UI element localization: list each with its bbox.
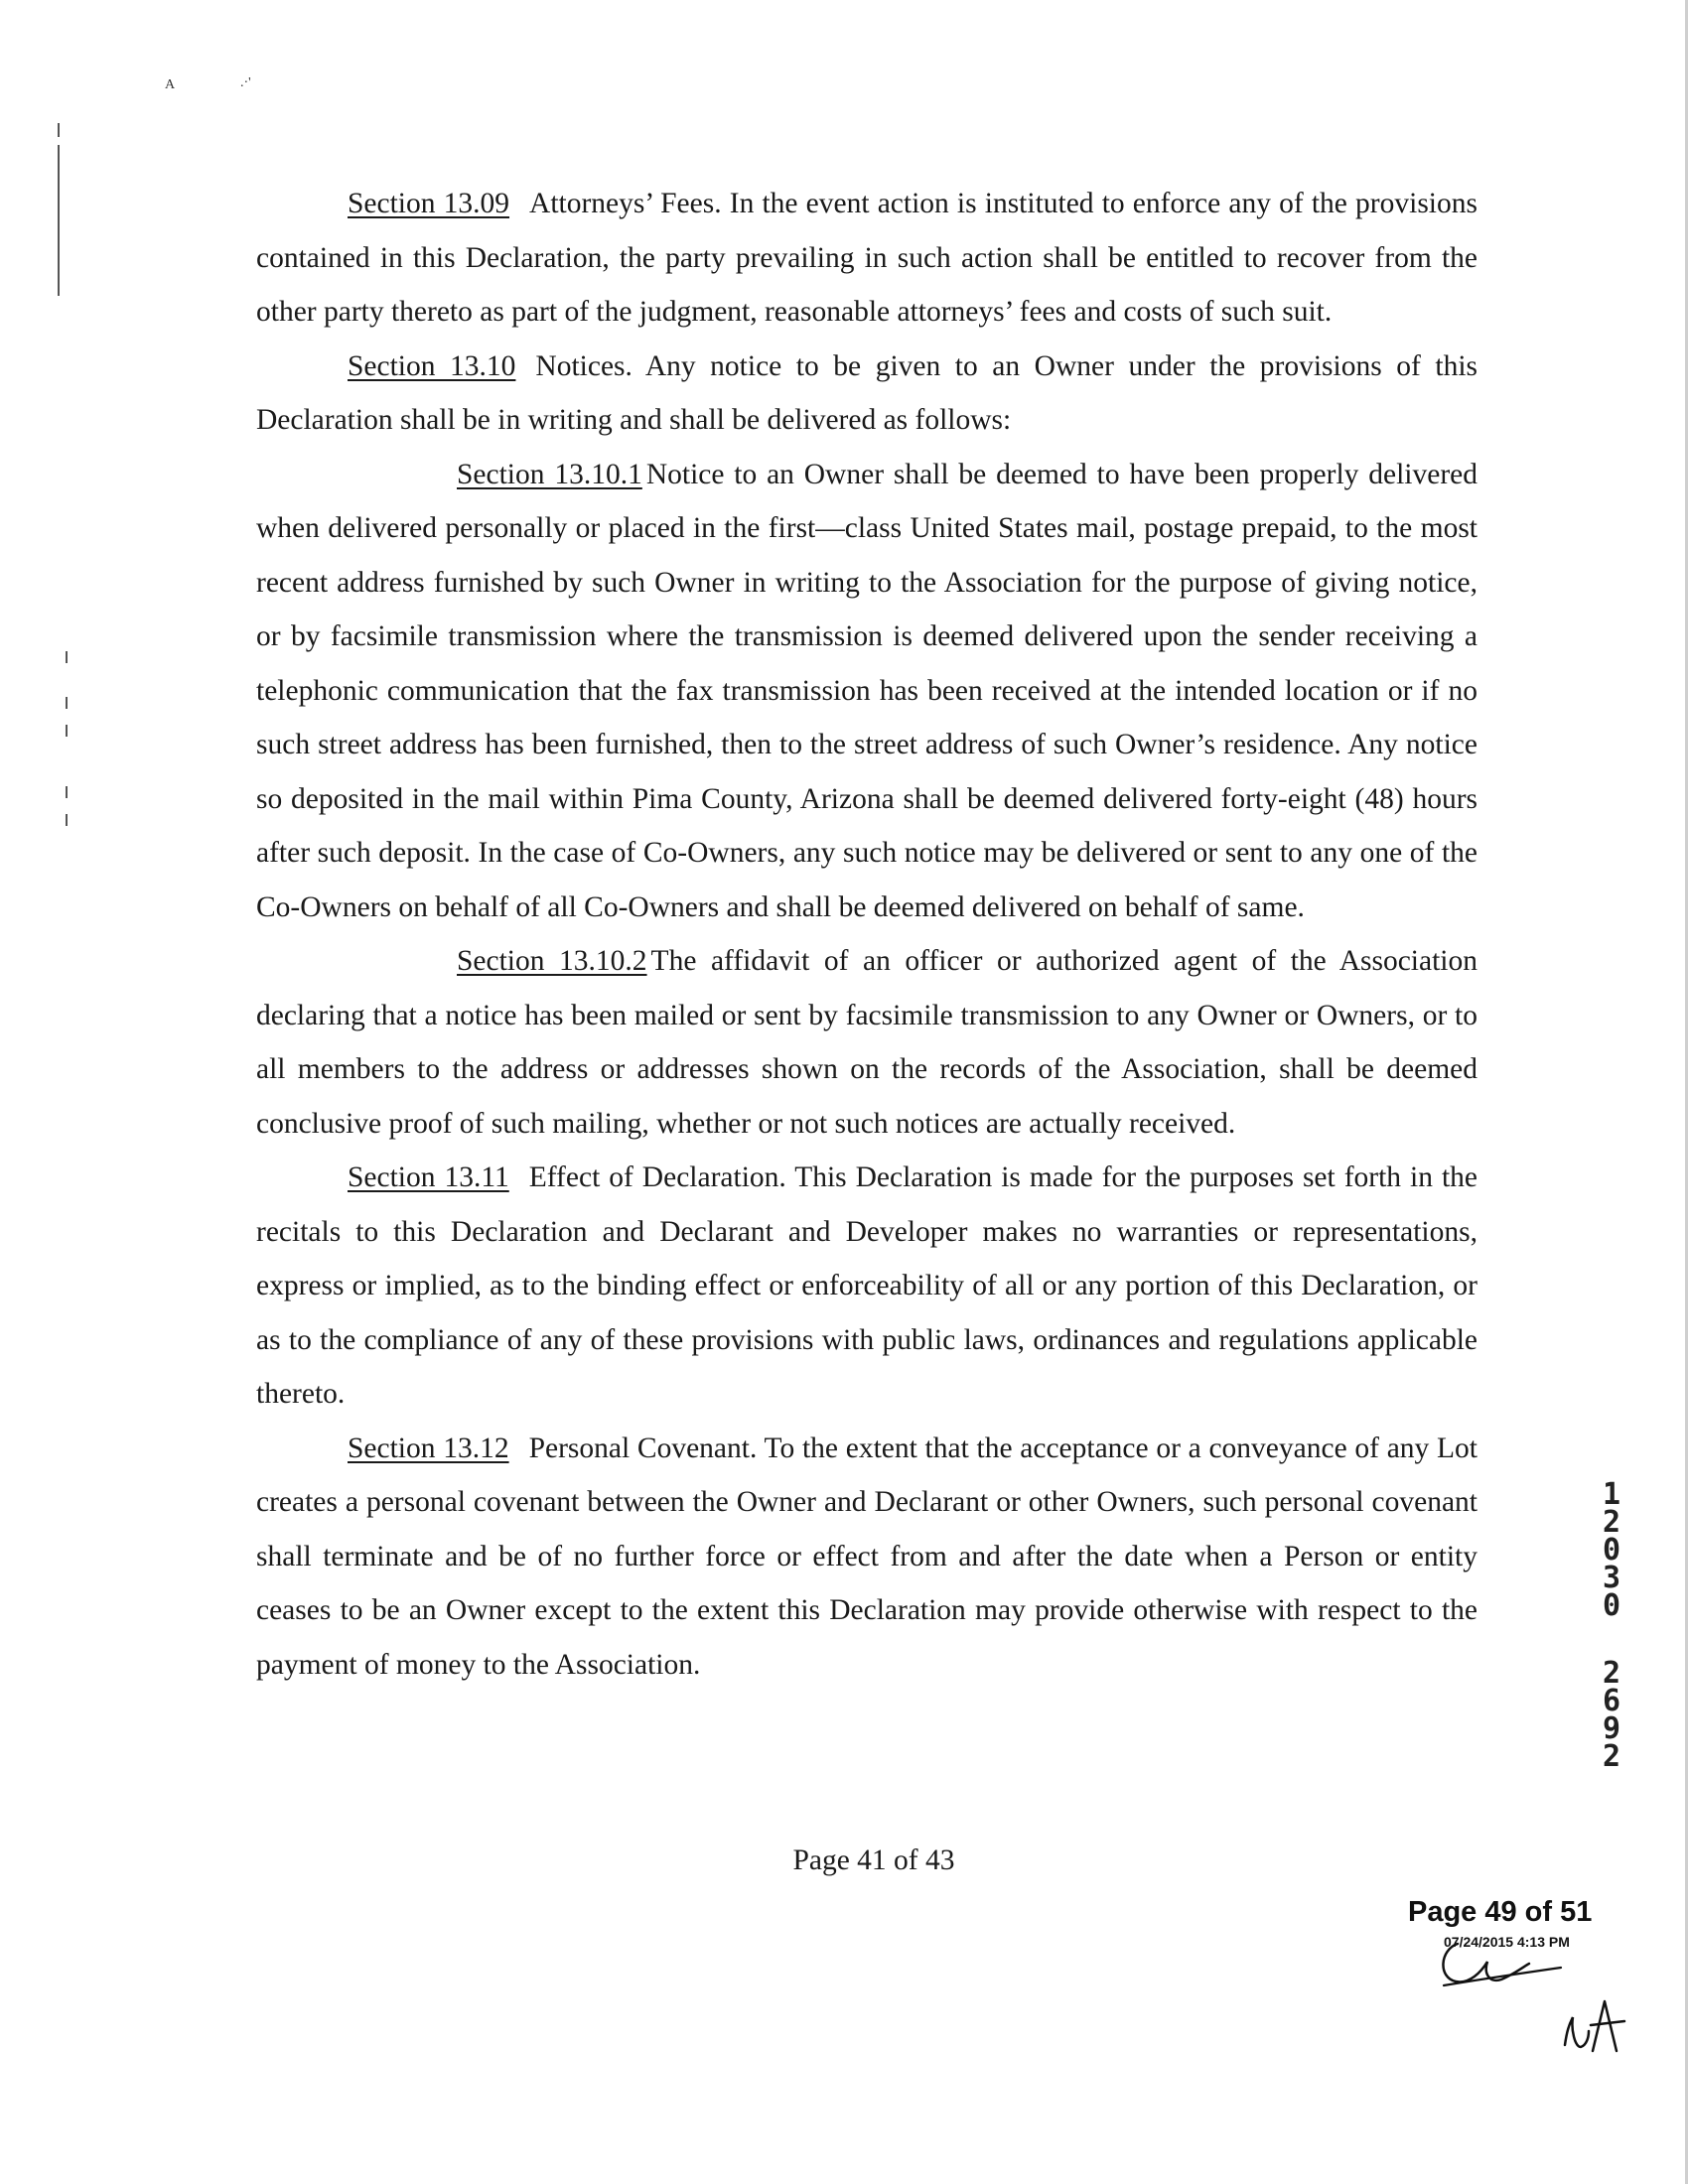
recorder-page-stamp: Page 49 of 51	[1408, 1896, 1593, 1928]
recording-digit: 1	[1602, 1477, 1621, 1512]
margin-line	[58, 123, 60, 137]
recording-number	[1597, 1477, 1626, 1774]
section-text: Notices. Any notice to be given to an Owner under the provisions of this Declaration shall be in writing and shall be delivered as follows:	[256, 349, 1477, 436]
section-ref: Section 13.12	[348, 1432, 509, 1464]
margin-tick	[66, 786, 68, 798]
section-13-11	[256, 1151, 1477, 1422]
section-13-10-2	[256, 934, 1477, 1151]
section-ref: Section 13.10.1	[457, 458, 642, 490]
section-13-12	[256, 1422, 1477, 1693]
section-text: Attorneys’ Fees. In the event action is instituted to enforce any of the provisions contained in this Declaration, the party prevailing in such action shall be entitled to recover from the other party thereto as part of the judgment, reasonable attorneys’ fees and costs of such suit.	[256, 188, 1477, 328]
recording-digit: 3	[1602, 1561, 1621, 1595]
margin-tick	[66, 697, 68, 709]
recording-gap	[1597, 1620, 1626, 1660]
recording-digit: 2	[1602, 1739, 1621, 1774]
handwritten-initials	[1559, 1995, 1638, 2065]
recorder-datetime-stamp: 07/24/2015 4:13 PM	[1444, 1934, 1570, 1950]
margin-tick	[66, 814, 68, 826]
section-13-10	[256, 340, 1477, 448]
section-ref: Section 13.09	[348, 188, 510, 219]
scan-mark: A	[165, 77, 176, 92]
margin-line	[58, 145, 60, 296]
section-text: Effect of Declaration. This Declaration is made for the purposes set forth in the recitals to this Declaration and Declarant and Developer makes no warranties or representations, express or implied, as to the binding effect or enforceability of all or any portion of this Declaration, or as to the compliance of any of these provisions with public laws, ordinances and regulations applicable thereto.	[256, 1161, 1477, 1410]
section-ref: Section 13.11	[348, 1161, 509, 1193]
handwritten-signature	[1430, 1936, 1589, 1995]
recording-digit: 2	[1602, 1656, 1621, 1691]
margin-tick	[66, 651, 68, 663]
recording-digit: 0	[1602, 1588, 1621, 1623]
margin-tick	[66, 725, 68, 737]
page-number: Page 41 of 43	[792, 1844, 955, 1876]
recording-digit: 6	[1602, 1684, 1621, 1718]
scan-mark: .·'	[240, 75, 251, 90]
recording-digit: 2	[1602, 1505, 1621, 1540]
section-13-10-1	[256, 448, 1477, 935]
document-body	[256, 177, 1477, 1692]
section-ref: Section 13.10	[348, 349, 516, 382]
section-13-09	[256, 177, 1477, 340]
section-text: Personal Covenant. To the extent that the acceptance or a conveyance of any Lot creates a personal covenant between the Owner and Declarant or other Owners, such personal covenant shall terminate and be of no further force or effect from and after the date when a Person or entity ceases to be an Owner except to the extent this Declaration may provide otherwise with respect to the payment of money to the Association.	[256, 1432, 1477, 1681]
section-ref: Section 13.10.2	[457, 945, 647, 977]
section-text: Notice to an Owner shall be deemed to have been properly delivered when delivered personally or placed in the first—class United States mail, postage prepaid, to the most recent address furnished by such Owner in writing to the Association for the purpose of giving notice, or by facsimile transmission where the transmission is deemed delivered upon the sender receiving a telephonic communication that the fax transmission has been received at the intended location or if no such street address has been furnished, then to the street address of such Owner’s residence. Any notice so deposited in the mail within Pima County, Arizona shall be deemed delivered forty-eight (48) hours after such deposit. In the case of Co-Owners, any such notice may be delivered or sent to any one of the Co-Owners on behalf of all Co-Owners and shall be deemed delivered on behalf of same.	[256, 458, 1477, 923]
section-text: The affidavit of an officer or authorized agent of the Association declaring that a notice has been mailed or sent by facsimile transmission to any Owner or Owners, or to all members to the address or addresses shown on the records of the Association, shall be deemed conclusive proof of such mailing, whether or not such notices are actually received.	[256, 945, 1477, 1140]
recording-digit: 0	[1602, 1533, 1621, 1568]
recording-digit: 9	[1602, 1711, 1621, 1746]
